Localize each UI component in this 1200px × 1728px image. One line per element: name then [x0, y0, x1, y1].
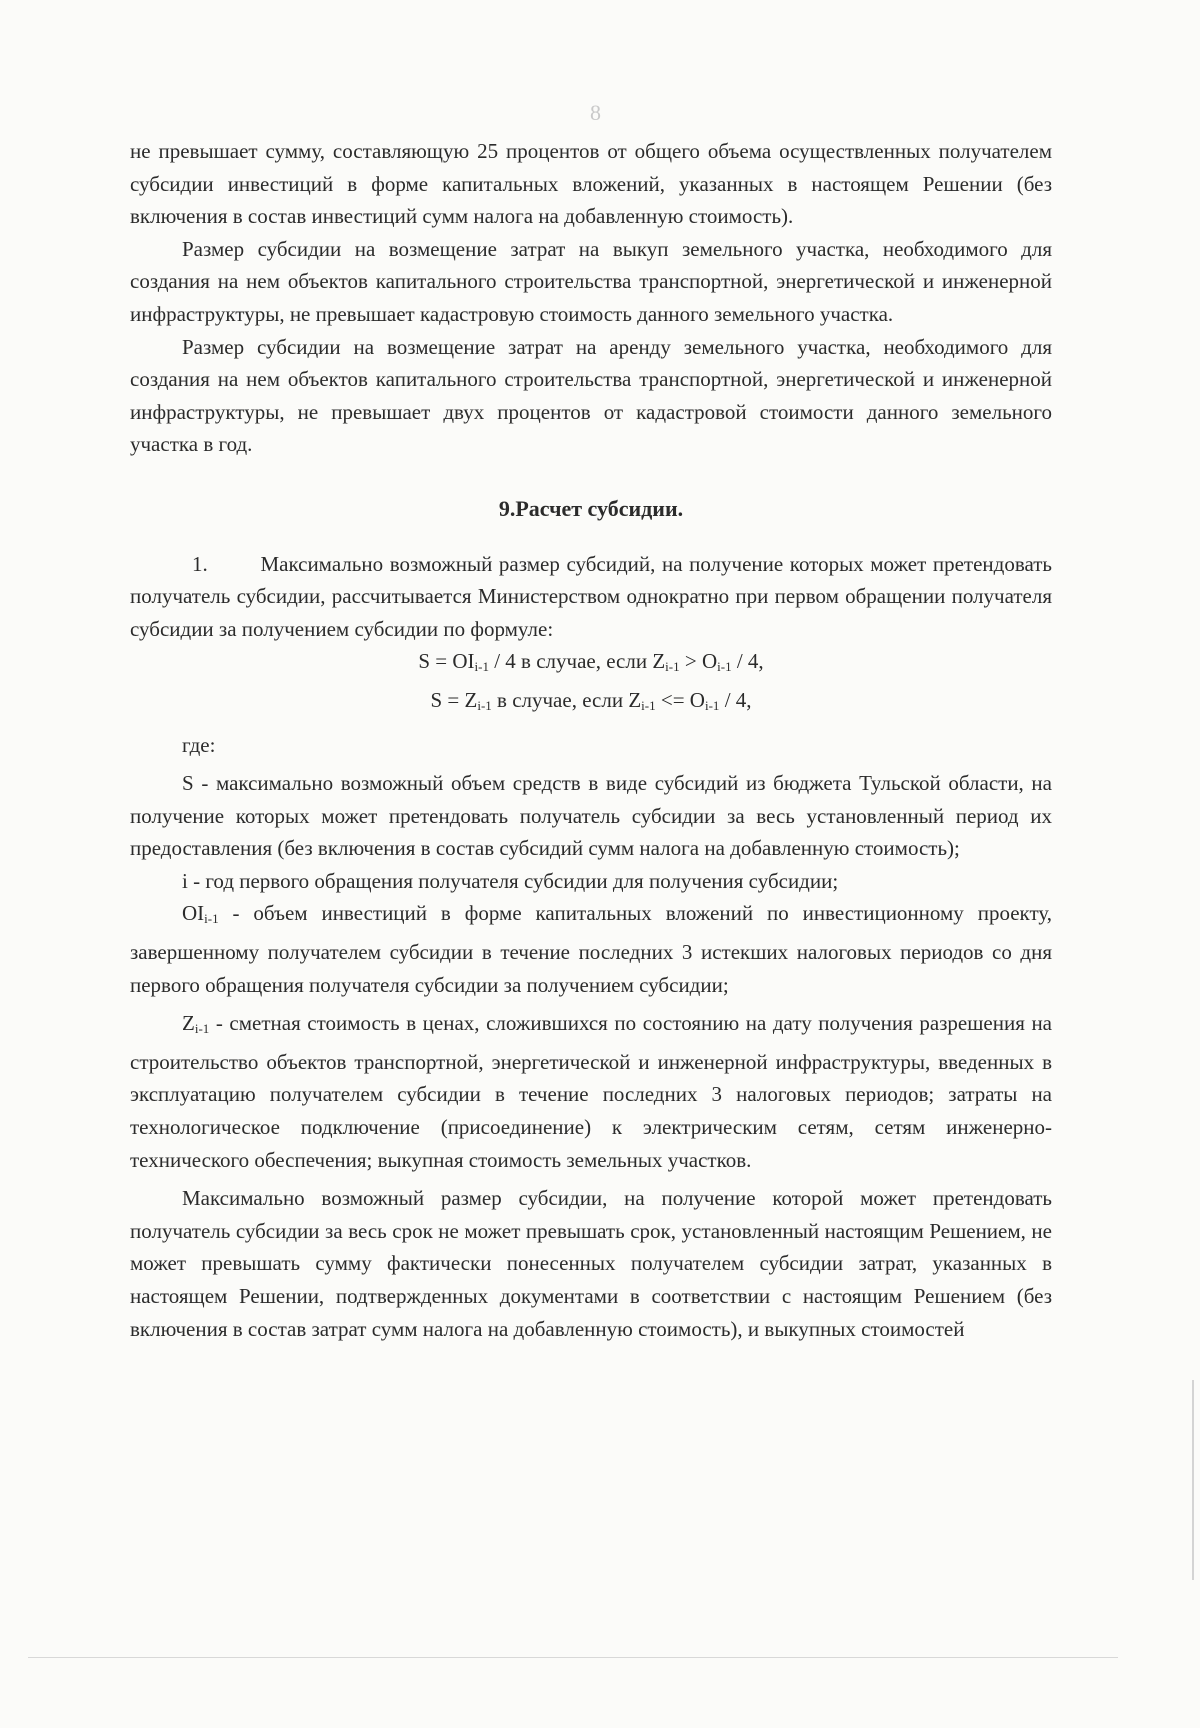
formula-line-1: $S = OI_{i-1} / 4$ в случае, если $Z_{i-1} > O_{i-1} / 4$,	[418, 649, 764, 675]
page-number: 8	[590, 100, 601, 125]
paragraph-max-subsidy: Максимально возможный размер субсидии, на получение которой может претендовать получатель субсидии за весь срок не может превышать срок, установленный настоящим Решением, не может превышать сумму фактически понесенных получателем субсидии затрат, указанных в настоящем Решении, подтвержденных документами в соответствии с настоящим Решением (без включения в состав затрат сумм налога на добавленную стоимость), и выкупных стоимостей	[130, 1186, 1052, 1341]
scan-edge-mark	[1192, 1380, 1194, 1580]
document-body	[130, 135, 1052, 1345]
legend-i: i - год первого обращения получателя субсидии для получения субсидии;	[182, 868, 839, 893]
legend-z: $Z_{i-1}$ - сметная стоимость в ценах, сложившихся по состоянию на дату получения разрешения на строительство объектов транспортной, энергетической и инженерной инфраструктуры, введенных в эксплуатацию получателем субсидии в течение последних 3 налоговых периодов; затраты на технологическое подключение (присоединение) к электрическим сетям, сетям инженерно-технического обеспечения; выкупная стоимость земельных участков.	[130, 1011, 1052, 1172]
legend-s: S - максимально возможный объем средств в виде субсидий из бюджета Тульской области, на получение которых может претендовать получатель субсидии за весь установленный период их предоставления (без включения в состав субсидий сумм налога на добавленную стоимость);	[130, 771, 1052, 861]
page-bottom-rule	[28, 1657, 1118, 1658]
paragraph-continuation: не превышает сумму, составляющую 25 процентов от общего объема осуществленных получателем субсидии инвестиций в форме капитальных вложений, указанных в настоящем Решении (без включения в состав инвестиций сумм налога на добавленную стоимость).	[130, 139, 1052, 229]
paragraph-land-purchase: Размер субсидии на возмещение затрат на выкуп земельного участка, необходимого для создания на нем объектов капитального строительства транспортной, энергетической и инженерной инфраструктуры, не превышает кадастровую стоимость данного земельного участка.	[130, 236, 1052, 326]
legend-oi: $OI_{i-1}$ - объем инвестиций в форме капитальных вложений по инвестиционному проекту, завершенному получателем субсидии в течение последних 3 истекших налоговых периодов со дня первого обращения получателя субсидии за получением субсидии;	[130, 901, 1052, 997]
section-heading: 9.Расчет субсидии.	[498, 495, 684, 521]
formula-line-2: $S = Z_{i-1}$ в случае, если $Z_{i-1} <= O_{i-1} / 4$,	[430, 687, 752, 713]
list-item-1: 1. Максимально возможный размер субсидий, на получение которых может претендовать получатель субсидии, рассчитывается Министерством однократно при первом обращении получателя субсидии за получением субсидии по формуле:	[130, 551, 1052, 641]
paragraph-land-rent: Размер субсидии на возмещение затрат на аренду земельного участка, необходимого для создания на нем объектов капитального строительства транспортной, энергетической и инженерной инфраструктуры, не превышает двух процентов от кадастровой стоимости данного земельного участка в год.	[130, 334, 1052, 457]
where-label: где:	[182, 732, 216, 757]
